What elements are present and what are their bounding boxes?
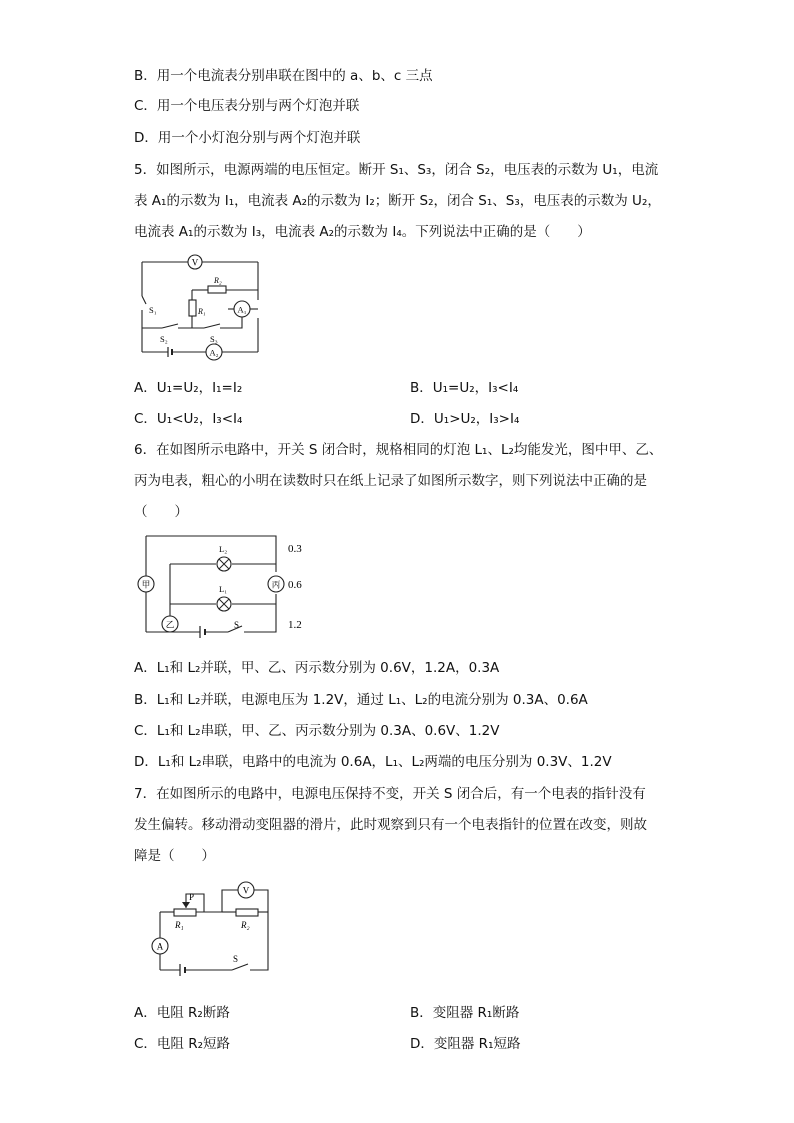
q5-option-d: D．U₁>U₂，I₃>I₄ (410, 411, 520, 427)
switch-s-label: S (233, 954, 239, 964)
slider-p-label: P (189, 892, 195, 902)
q7-circuit-diagram (150, 878, 280, 978)
lamp-l2-label: L₂ (219, 544, 228, 554)
r1-label: R₁ (198, 307, 206, 316)
ammeter-a2-label: A₂ (209, 347, 219, 358)
q5-stem-line1: 5．如图所示，电源两端的电压恒定。断开 S₁、S₃，闭合 S₂，电压表的示数为 U₁，电流 (134, 162, 659, 178)
q5-option-c: C．U₁<U₂，I₃<I₄ (134, 411, 243, 427)
switch-s-label: S (234, 620, 240, 630)
ammeter-label: A (156, 941, 164, 952)
q4-option-c: C．用一个电压表分别与两个灯泡并联 (134, 98, 360, 114)
q6-option-a: A．L₁和 L₂并联，甲、乙、丙示数分别为 0.6V，1.2A，0.3A (134, 660, 500, 676)
reading-1-2: 1.2 (288, 619, 302, 631)
q6-stem-line2: 丙为电表，粗心的小明在读数时只在纸上记录了如图所示数字，则下列说法中正确的是 (134, 473, 647, 489)
q5-stem-line3: 电流表 A₁的示数为 I₃，电流表 A₂的示数为 I₄。下列说法中正确的是（ ） (134, 224, 591, 240)
q4-option-b: B．用一个电流表分别串联在图中的 a、b、c 三点 (134, 68, 433, 84)
q6-stem-line1: 6．在如图所示电路中，开关 S 闭合时，规格相同的灯泡 L₁、L₂均能发光，图中甲、乙、 (134, 442, 663, 458)
reading-0-6: 0.6 (288, 579, 302, 591)
meter-jia-label: 甲 (141, 579, 151, 590)
voltmeter-label: V (242, 885, 250, 896)
q7-stem-line2: 发生偏转。移动滑动变阻器的滑片，此时观察到只有一个电表指针的位置在改变，则故 (134, 817, 647, 833)
q5-circuit-diagram (136, 252, 266, 364)
r1-label: R₁ (175, 920, 184, 930)
ammeter-a1-label: A₁ (237, 304, 247, 315)
r2-label: R₂ (214, 276, 222, 285)
lamp-l1-label: L₁ (219, 584, 228, 594)
s3-label: S₃ (210, 334, 218, 344)
q7-option-a: A．电阻 R₂断路 (134, 1005, 230, 1021)
q7-stem-line1: 7．在如图所示的电路中，电源电压保持不变，开关 S 闭合后，有一个电表的指针没有 (134, 786, 646, 802)
q6-stem-line3: （ ） (134, 504, 188, 520)
reading-0-3: 0.3 (288, 543, 302, 555)
s2-label: S₂ (160, 334, 168, 344)
q5-option-b: B．U₁=U₂，I₃<I₄ (410, 380, 519, 396)
voltmeter-label: V (191, 257, 199, 268)
q7-stem-line3: 障是（ ） (134, 848, 215, 864)
q6-option-b: B．L₁和 L₂并联，电源电压为 1.2V，通过 L₁、L₂的电流分别为 0.3A、0.6A (134, 692, 588, 708)
r2-label: R₂ (241, 920, 250, 930)
q5-stem-line2: 表 A₁的示数为 I₁，电流表 A₂的示数为 I₂；断开 S₂，闭合 S₁、S₃，电压表的示数为 U₂， (134, 193, 661, 209)
meter-yi-label: 乙 (165, 619, 175, 630)
q5-option-a: A．U₁=U₂，I₁=I₂ (134, 380, 243, 396)
q4-option-d: D．用一个小灯泡分别与两个灯泡并联 (134, 130, 361, 146)
q6-option-c: C．L₁和 L₂串联，甲、乙、丙示数分别为 0.3A、0.6V、1.2V (134, 723, 500, 739)
s1-label: S₁ (149, 305, 157, 315)
q6-option-d: D．L₁和 L₂串联，电路中的电流为 0.6A，L₁、L₂两端的电压分别为 0.3V、1.2V (134, 754, 612, 770)
q7-option-b: B．变阻器 R₁断路 (410, 1005, 520, 1021)
q7-option-d: D．变阻器 R₁短路 (410, 1036, 521, 1052)
q7-option-c: C．电阻 R₂短路 (134, 1036, 231, 1052)
meter-bing-label: 丙 (271, 579, 281, 590)
q6-circuit-diagram (134, 530, 314, 650)
